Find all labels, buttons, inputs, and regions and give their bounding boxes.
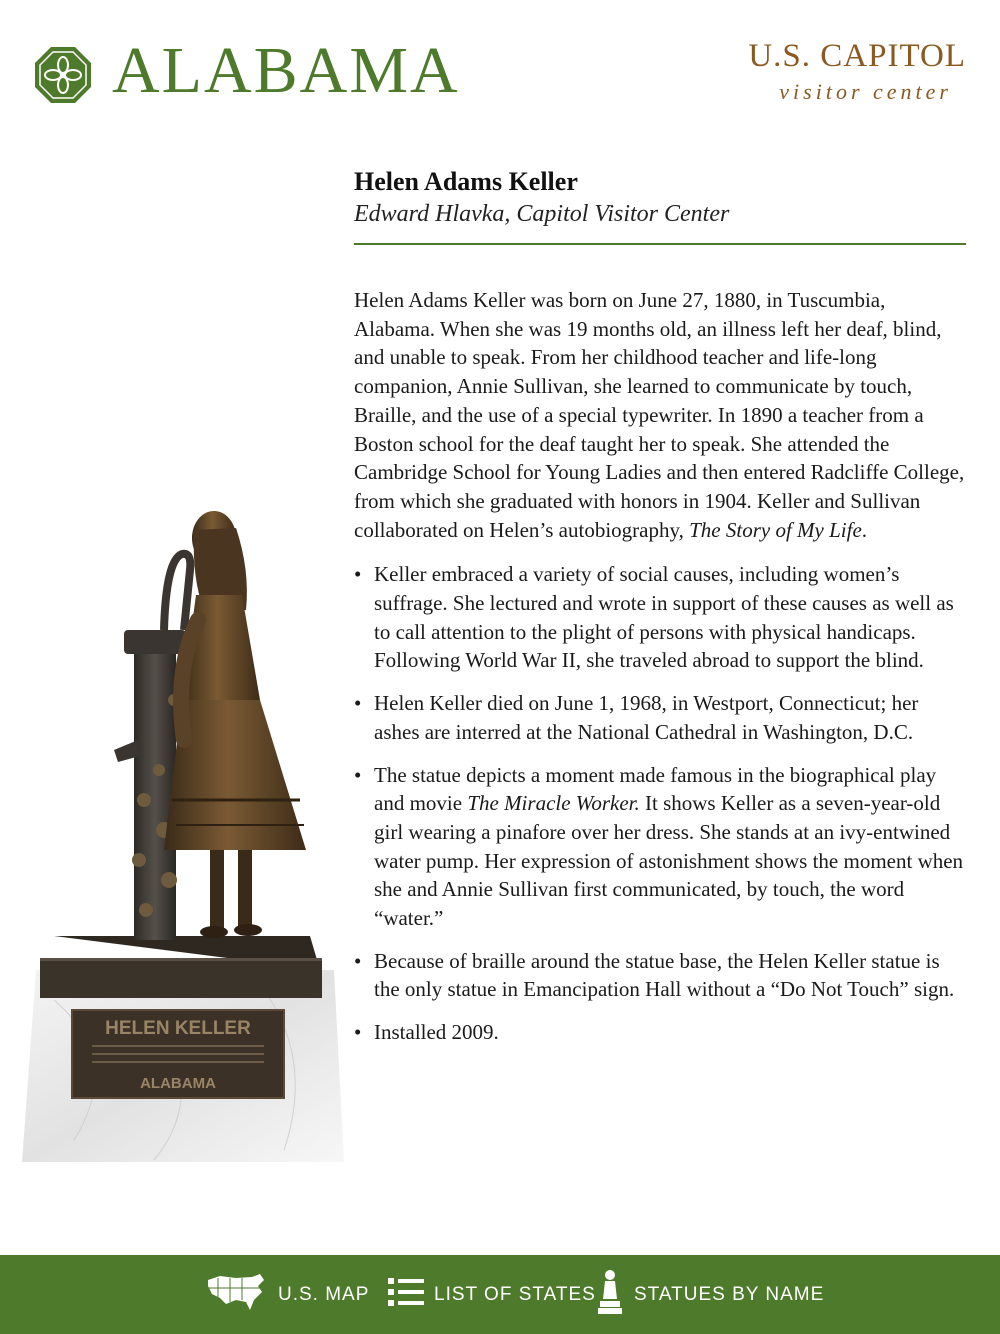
statue-description: [354, 286, 966, 1061]
intro-end: .: [861, 517, 868, 542]
nav-list-of-states-button[interactable]: [388, 1255, 596, 1334]
list-item-text: The statue depicts a moment made famous in the biographical play and movie: [374, 762, 937, 816]
statue-icon: [596, 1269, 624, 1321]
nav-list-of-states-label: LIST OF STATES: [434, 1283, 596, 1305]
list-item: • Helen Keller died on June 1, 1968, in Westport, Connecticut; her ashes are interred at the National Cathedral in Washington, D.C.: [354, 689, 966, 746]
list-item: • Installed 2009.: [354, 1018, 966, 1047]
list-item: [354, 761, 966, 933]
state-name-heading: ALABAMA: [112, 34, 460, 107]
facts-list: [354, 560, 966, 1047]
statue-title-block: [354, 166, 966, 230]
us-map-icon: [206, 1272, 268, 1318]
play-title: The Miracle Worker.: [467, 791, 640, 816]
footer-nav-bar: [0, 1255, 1000, 1334]
list-item: • Keller embraced a variety of social causes, including women’s suffrage. She lectured and wrote in support of these causes as well as to call attention to the plight of persons with physical handicaps. Following World War II, she traveled abroad to support the blind.: [354, 560, 966, 675]
nav-us-map-button[interactable]: [206, 1255, 369, 1334]
cvc-logo-top: U.S. CAPITOL: [748, 38, 966, 74]
statue-sculptor-location: Edward Hlavka, Capitol Visitor Center: [354, 201, 730, 227]
nav-statues-by-name-label: STATUES BY NAME: [634, 1283, 825, 1305]
plaque-name: HELEN KELLER: [105, 1018, 251, 1039]
capitol-visitor-center-logo: [748, 40, 966, 103]
cvc-logo-bottom: visitor center: [779, 79, 952, 104]
list-item: • Because of braille around the statue base, the Helen Keller statue is the only statue in Emancipation Hall without a “Do Not Touch” sign.: [354, 947, 966, 1004]
state-seal-icon: [34, 46, 92, 104]
nav-us-map-label: U.S. MAP: [278, 1283, 370, 1305]
list-item-text: It shows Keller as a seven-year-old girl wearing a pinafore over her dress. She stands at an ivy-entwined water pump. Her expression of astonishment shows the moment when she and Annie Sullivan first communicated, by touch, the word “water.”: [374, 791, 964, 931]
title-divider: [354, 243, 966, 245]
intro-text: Helen Adams Keller was born on June 27, 1880, in Tuscumbia, Alabama. When she was 19 months old, an illness left her deaf, blind, and unable to speak. From her childhood teacher and life-long companion, Annie Sullivan, she learned to communicate by touch, Braille, and the use of a special typewriter. In 1890 a teacher from a Boston school for the deaf taught her to speak. She attended the Cambridge School for Young Ladies and then entered Radcliffe College, from which she graduated with honors in 1904. Keller and Sullivan collaborated on Helen’s autobiography,: [354, 288, 965, 542]
nav-statues-by-name-button[interactable]: [596, 1255, 824, 1334]
statue-title: Helen Adams Keller: [354, 167, 578, 196]
list-icon: [388, 1277, 424, 1313]
plaque-state: ALABAMA: [140, 1075, 216, 1092]
statue-photo: [14, 500, 344, 1190]
intro-paragraph: [354, 286, 966, 544]
book-title: The Story of My Life: [689, 517, 862, 542]
